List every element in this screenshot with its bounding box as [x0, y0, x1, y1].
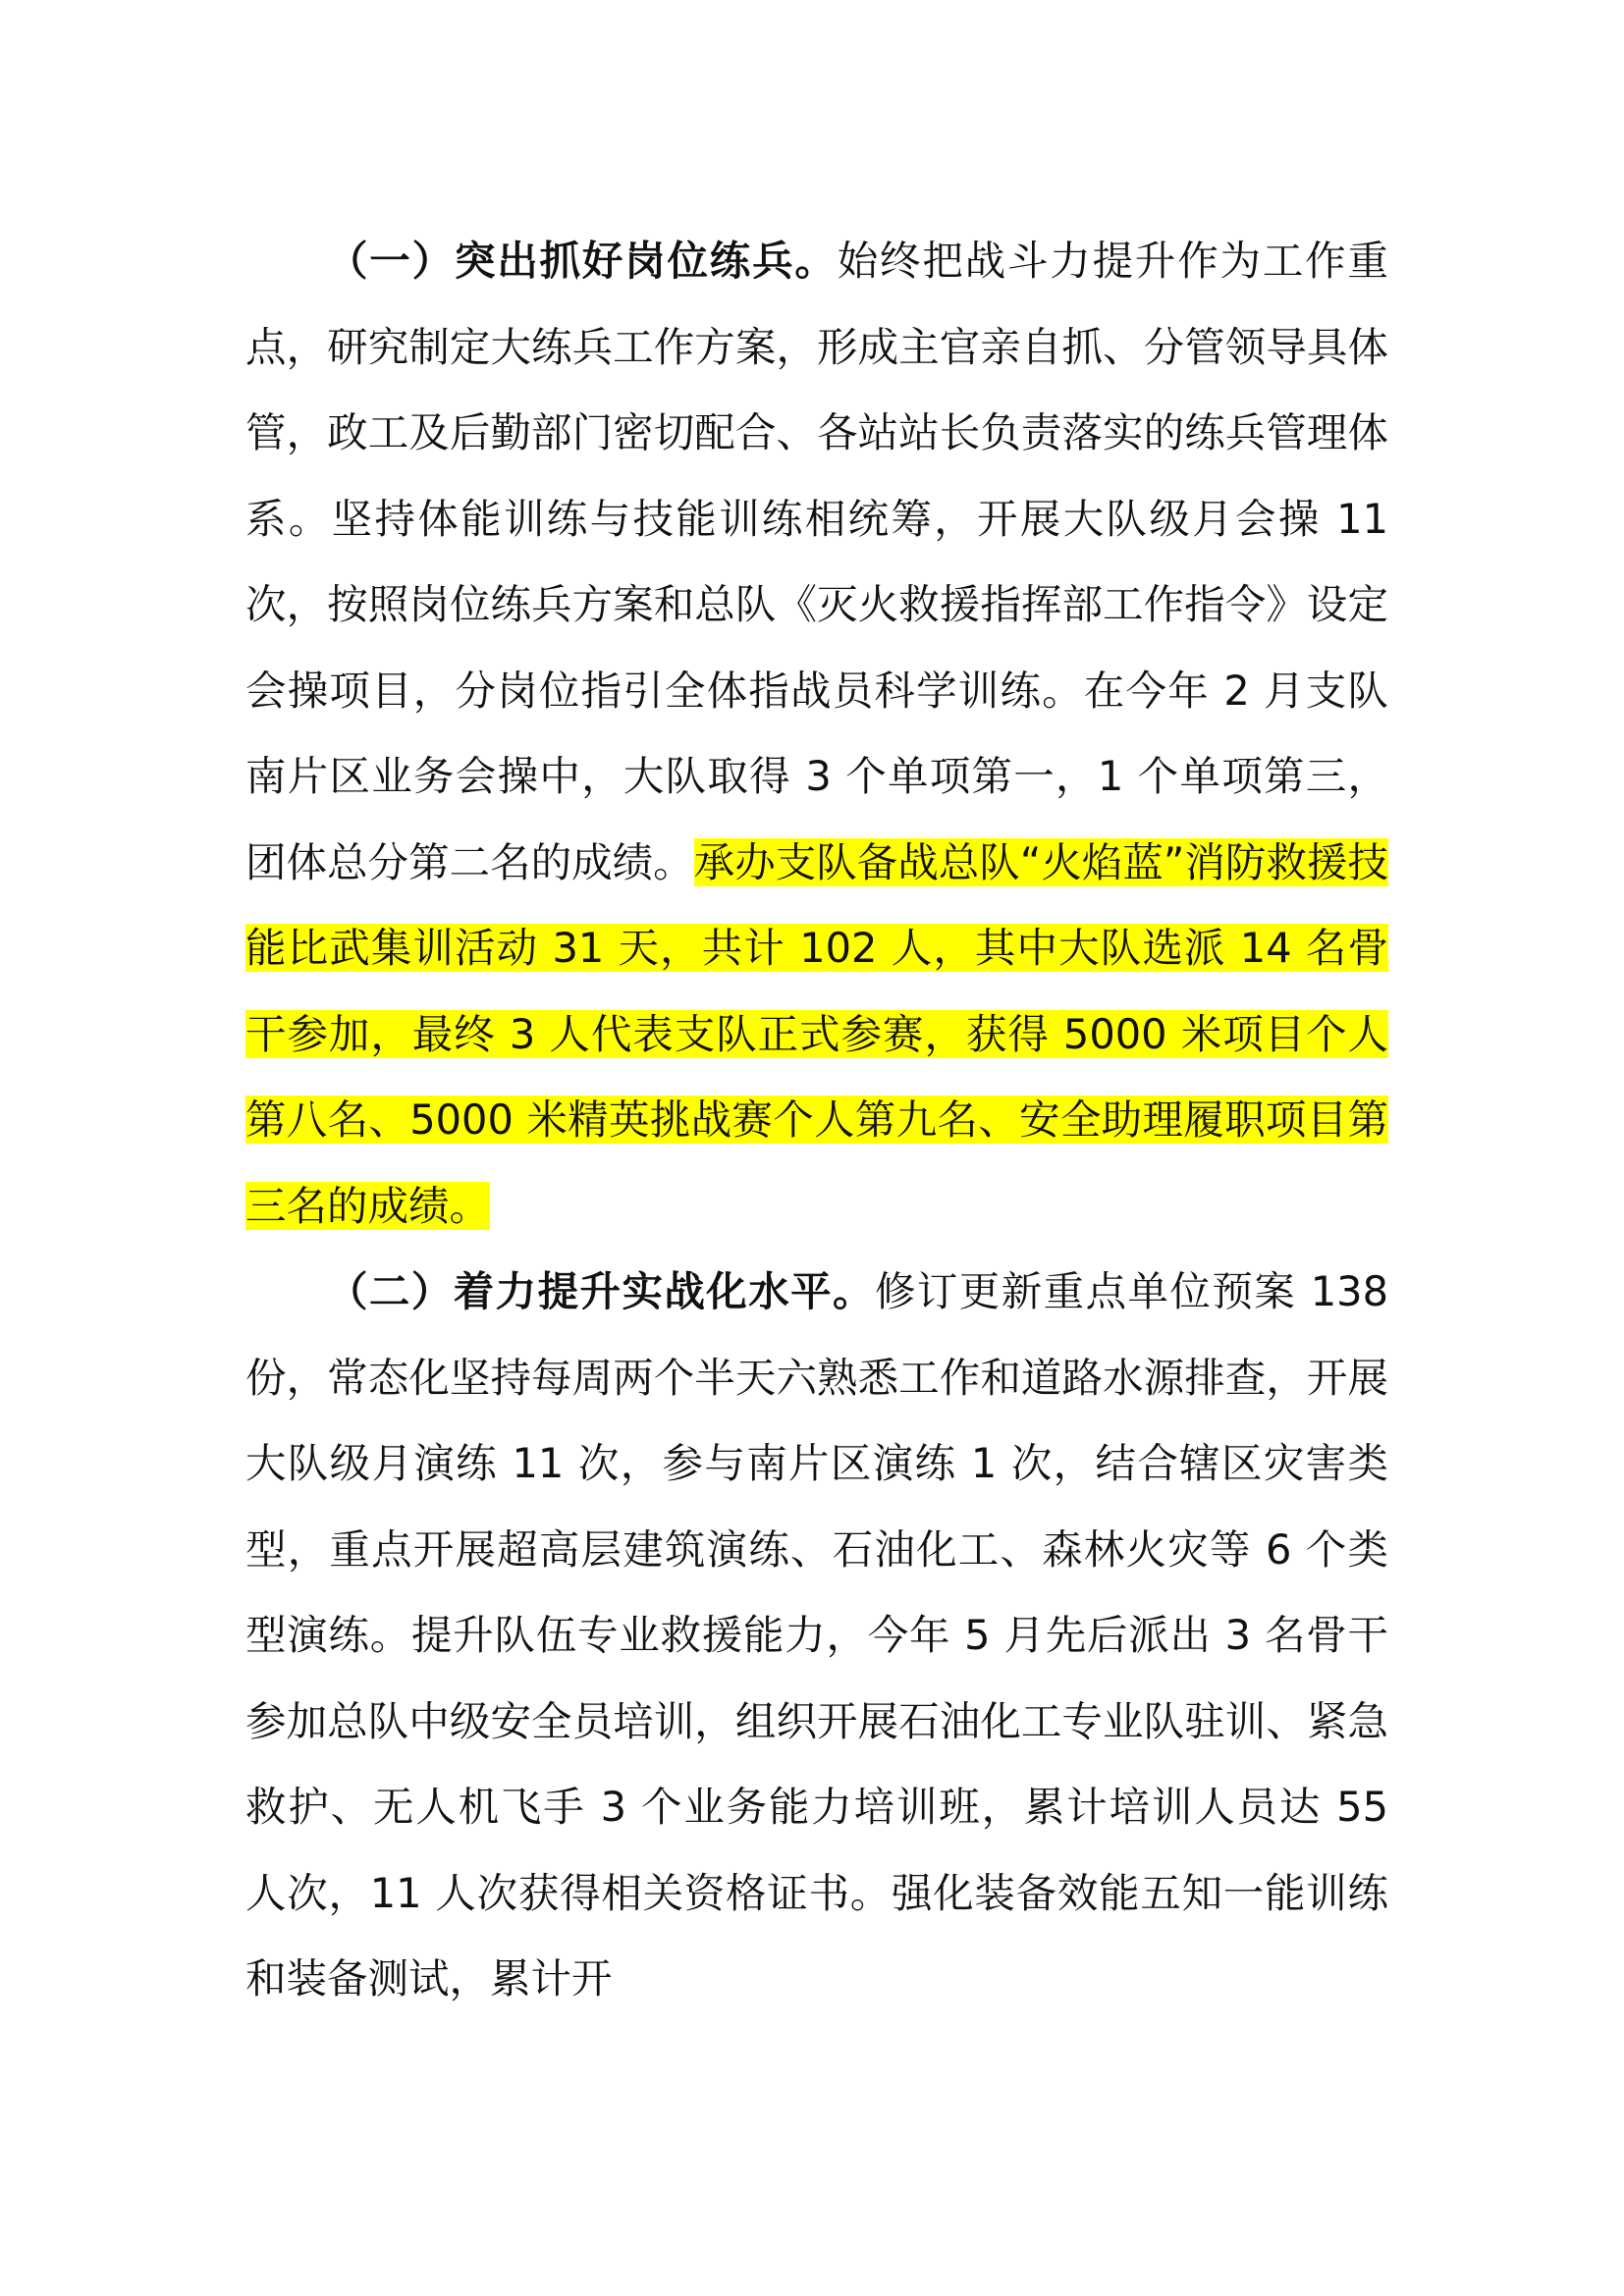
document-body	[245, 218, 1388, 2022]
paragraph-2-body: 修订更新重点单位预案 138 份，常态化坚持每周两个半天六熟悉工作和道路水源排查，开展大队级月演练 11 次，参与南片区演练 1 次，结合辖区灾害类型，重点开展超高层建筑演练、石油化工、森林火灾等 6 个类型演练。提升队伍专业救援能力，今年 5 月先后派出 3 名骨干参加总队中级安全员培训，组织开展石油化工专业队驻训、紧急救护、无人机飞手 3 个业务能力培训班，累计培训人员达 55 人次，11 人次获得相关资格证书。强化装备效能五知一能训练和装备测试，累计开	[245, 1267, 1388, 2002]
paragraph-2	[245, 1249, 1388, 2022]
paragraph-2-heading: （二）着力提升实战化水平。	[327, 1267, 875, 1315]
paragraph-1	[245, 218, 1388, 1249]
paragraph-1-heading: （一）突出抓好岗位练兵。	[327, 237, 838, 285]
paragraph-1-body: 始终把战斗力提升作为工作重点，研究制定大练兵工作方案，形成主官亲自抓、分管领导具体管，政工及后勤部门密切配合、各站站长负责落实的练兵管理体系。坚持体能训练与技能训练相统筹，开展大队级月会操 11 次，按照岗位练兵方案和总队《灭火救援指挥部工作指令》设定会操项目，分岗位指引全体指战员科学训练。在今年 2 月支队南片区业务会操中，大队取得 3 个单项第一，1 个单项第三，团体总分第二名的成绩。	[245, 237, 1388, 886]
paragraph-1-highlighted-text: 承办支队备战总队“火焰蓝”消防救援技能比武集训活动 31 天，共计 102 人，其中大队选派 14 名骨干参加，最终 3 人代表支队正式参赛，获得 5000 米项目个人第八名、5000 米精英挑战赛个人第九名、安全助理履职项目第三名的成绩。	[245, 837, 1388, 1230]
